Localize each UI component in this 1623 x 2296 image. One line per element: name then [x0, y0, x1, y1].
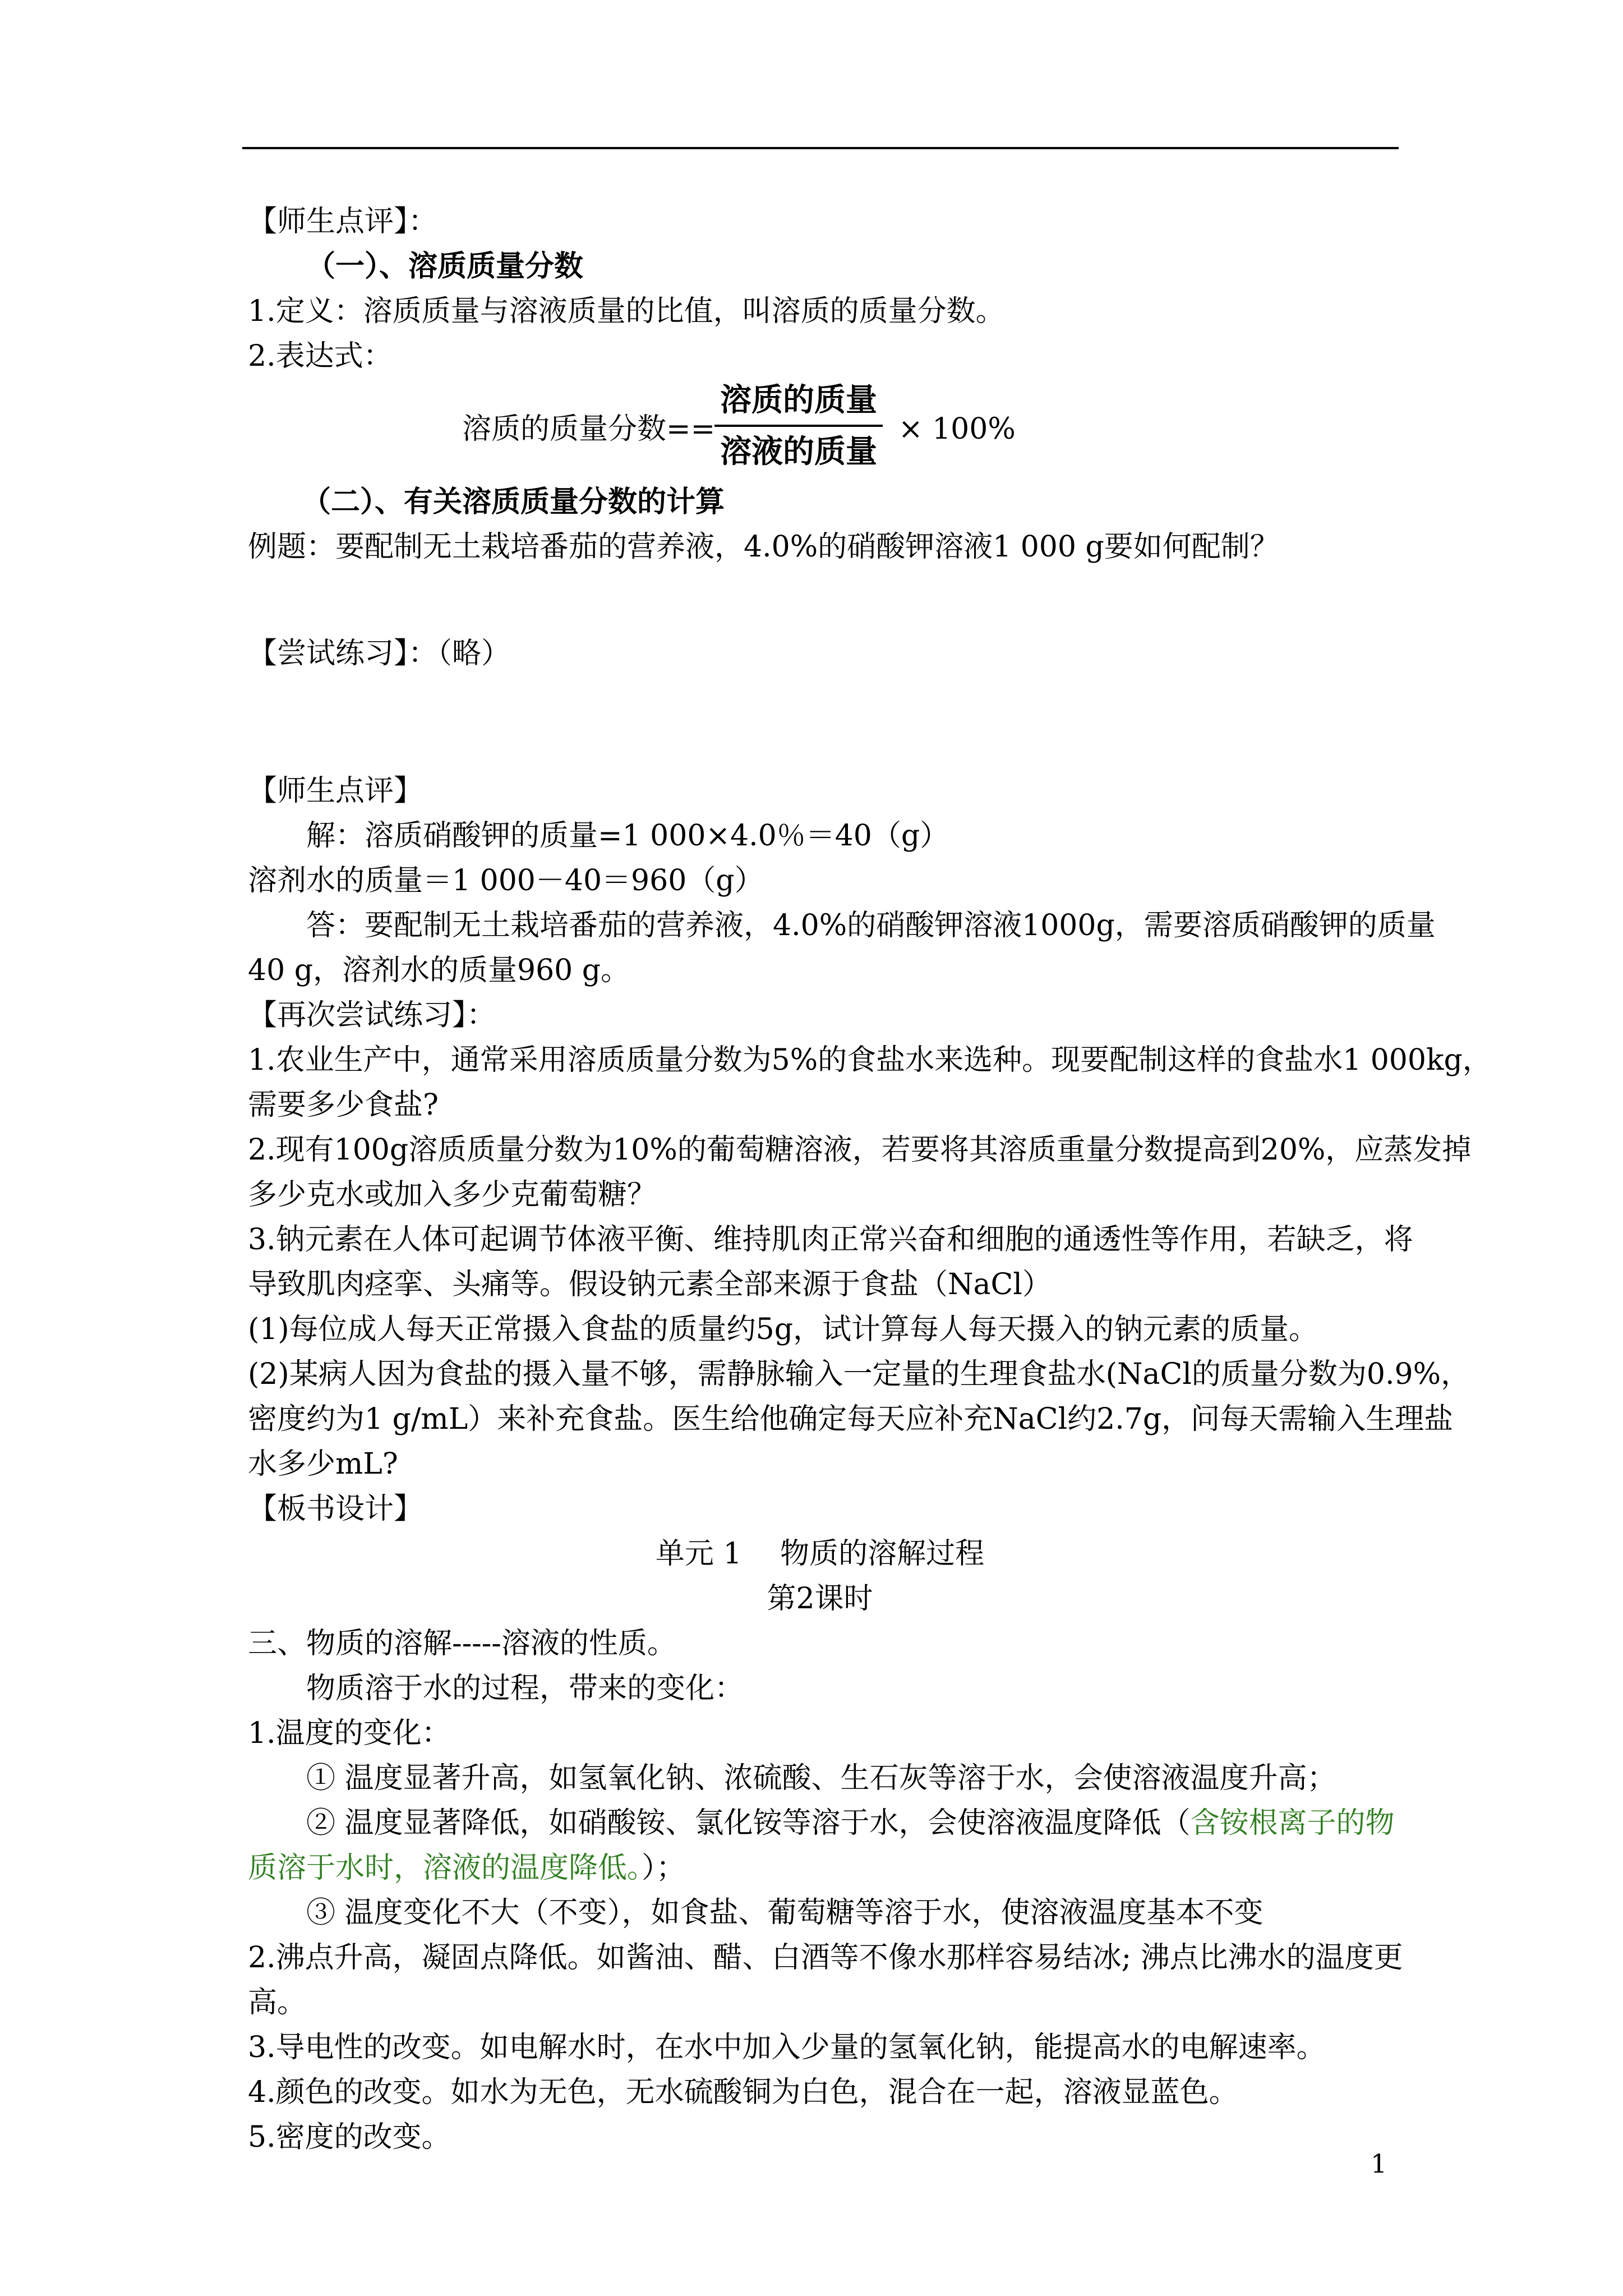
try-practice: 【尝试练习】：（略）	[248, 637, 511, 670]
header-rule	[242, 147, 1399, 149]
fraction-bar	[714, 425, 883, 427]
temperature-item-2-text: ② 温度显著降低，如硝酸铵、氯化铵等溶于水，会使溶液温度降低（	[306, 1806, 1191, 1840]
retry-line: 3.钠元素在人体可起调节体液平衡、维持肌肉正常兴奋和细胞的通透性等作用，若缺乏，将	[248, 1223, 1413, 1257]
temperature-note-green-cont: 质溶于水时，溶液的温度降低。	[248, 1851, 642, 1885]
conductivity-line: 3.导电性的改变。如电解水时，在水中加入少量的氢氧化钠，能提高水的电解速率。	[248, 2031, 1326, 2064]
temperature-item-2-end: ）；	[642, 1851, 686, 1885]
expression-line: 2.表达式：	[248, 339, 393, 373]
retry-heading: 【再次尝试练习】：	[248, 999, 496, 1032]
board-subtitle: 第2课时	[767, 1582, 873, 1616]
solution-line-2: 溶剂水的质量＝1 000－40＝960（g）	[248, 864, 764, 898]
density-line: 5.密度的改变。	[248, 2120, 451, 2154]
retry-line: 1.农业生产中，通常采用溶质质量分数为5%的食盐水来选种。现要配制这样的食盐水1 000kg，	[248, 1043, 1492, 1077]
retry-line: 水多少mL?	[248, 1447, 398, 1481]
color-line: 4.颜色的改变。如水为无色，无水硫酸铜为白色，混合在一起，溶液显蓝色。	[248, 2076, 1238, 2109]
retry-line: 导致肌肉痉挛、头痛等。假设钠元素全部来源于食盐（NaCl）	[248, 1268, 1052, 1301]
board-intro: 物质溶于水的过程，带来的变化：	[306, 1672, 744, 1705]
temperature-heading: 1.温度的变化：	[248, 1717, 451, 1750]
retry-line: 需要多少食盐?	[248, 1088, 439, 1122]
formula-label: 溶质的质量分数==	[462, 412, 716, 446]
retry-line: 2.现有100g溶质质量分数为10%的葡萄糖溶液，若要将其溶质重量分数提高到20%，应蒸发掉	[248, 1133, 1472, 1167]
document-body	[248, 199, 1492, 2160]
formula-multiplier: × 100%	[898, 412, 1016, 446]
retry-line: 多少克水或加入多少克葡萄糖？	[248, 1178, 657, 1212]
boiling-point-line-2: 高。	[248, 1986, 307, 2019]
comment-heading-2: 【师生点评】	[248, 774, 423, 808]
comment-heading-1: 【师生点评】：	[248, 205, 438, 238]
temperature-item-1: ① 温度显著升高，如氢氧化钠、浓硫酸、生石灰等溶于水，会使溶液温度升高；	[306, 1761, 1336, 1795]
example-problem: 例题：要配制无土栽培番茄的营养液，4.0%的硝酸钾溶液1 000 g要如何配制？	[248, 530, 1279, 564]
temperature-item-2	[248, 1801, 1395, 1846]
formula-fraction	[714, 379, 883, 474]
page-number: 1	[1371, 2148, 1387, 2179]
retry-line: (2)某病人因为食盐的摄入量不够，需静脉输入一定量的生理食盐水(NaCl的质量分数为0.9%，	[248, 1358, 1470, 1391]
retry-line: 密度约为1 g/mL）来补充食盐。医生给他确定每天应补充NaCl约2.7g，问每天需输入生理盐	[248, 1402, 1454, 1436]
section-2-title: （二）、有关溶质质量分数的计算	[302, 485, 725, 519]
definition-line: 1.定义：溶质质量与溶液质量的比值，叫溶质的质量分数。	[248, 295, 1005, 328]
board-heading: 【板书设计】	[248, 1492, 423, 1526]
retry-line: (1)每位成人每天正常摄入食盐的质量约5g，试计算每人每天摄入的钠元素的质量。	[248, 1313, 1318, 1346]
mass-fraction-formula	[248, 379, 1392, 480]
temperature-item-2-cont	[248, 1846, 1392, 1890]
section-1-title: （一）、溶质质量分数	[306, 250, 584, 283]
solution-line-4: 40 g，溶剂水的质量960 g。	[248, 954, 630, 987]
board-title: 单元 1 物质的溶解过程	[655, 1537, 985, 1571]
temperature-note-green: 含铵根离子的物	[1190, 1806, 1395, 1840]
solution-line-3: 答：要配制无土栽培番茄的营养液，4.0%的硝酸钾溶液1000g，需要溶质硝酸钾的质量	[306, 909, 1436, 942]
boiling-point-line-1: 2.沸点升高，凝固点降低。如酱油、醋、白酒等不像水那样容易结冰; 沸点比沸水的温度更	[248, 1941, 1403, 1975]
formula-denominator: 溶液的质量	[720, 434, 877, 470]
temperature-item-3: ③ 温度变化不大（不变），如食盐、葡萄糖等溶于水，使溶液温度基本不变	[306, 1896, 1264, 1930]
solution-line-1: 解：溶质硝酸钾的质量=1 000×4.0％＝40（g）	[306, 819, 949, 853]
board-section-3: 三、物质的溶解-----溶液的性质。	[248, 1627, 676, 1660]
formula-numerator: 溶质的质量	[720, 382, 877, 418]
